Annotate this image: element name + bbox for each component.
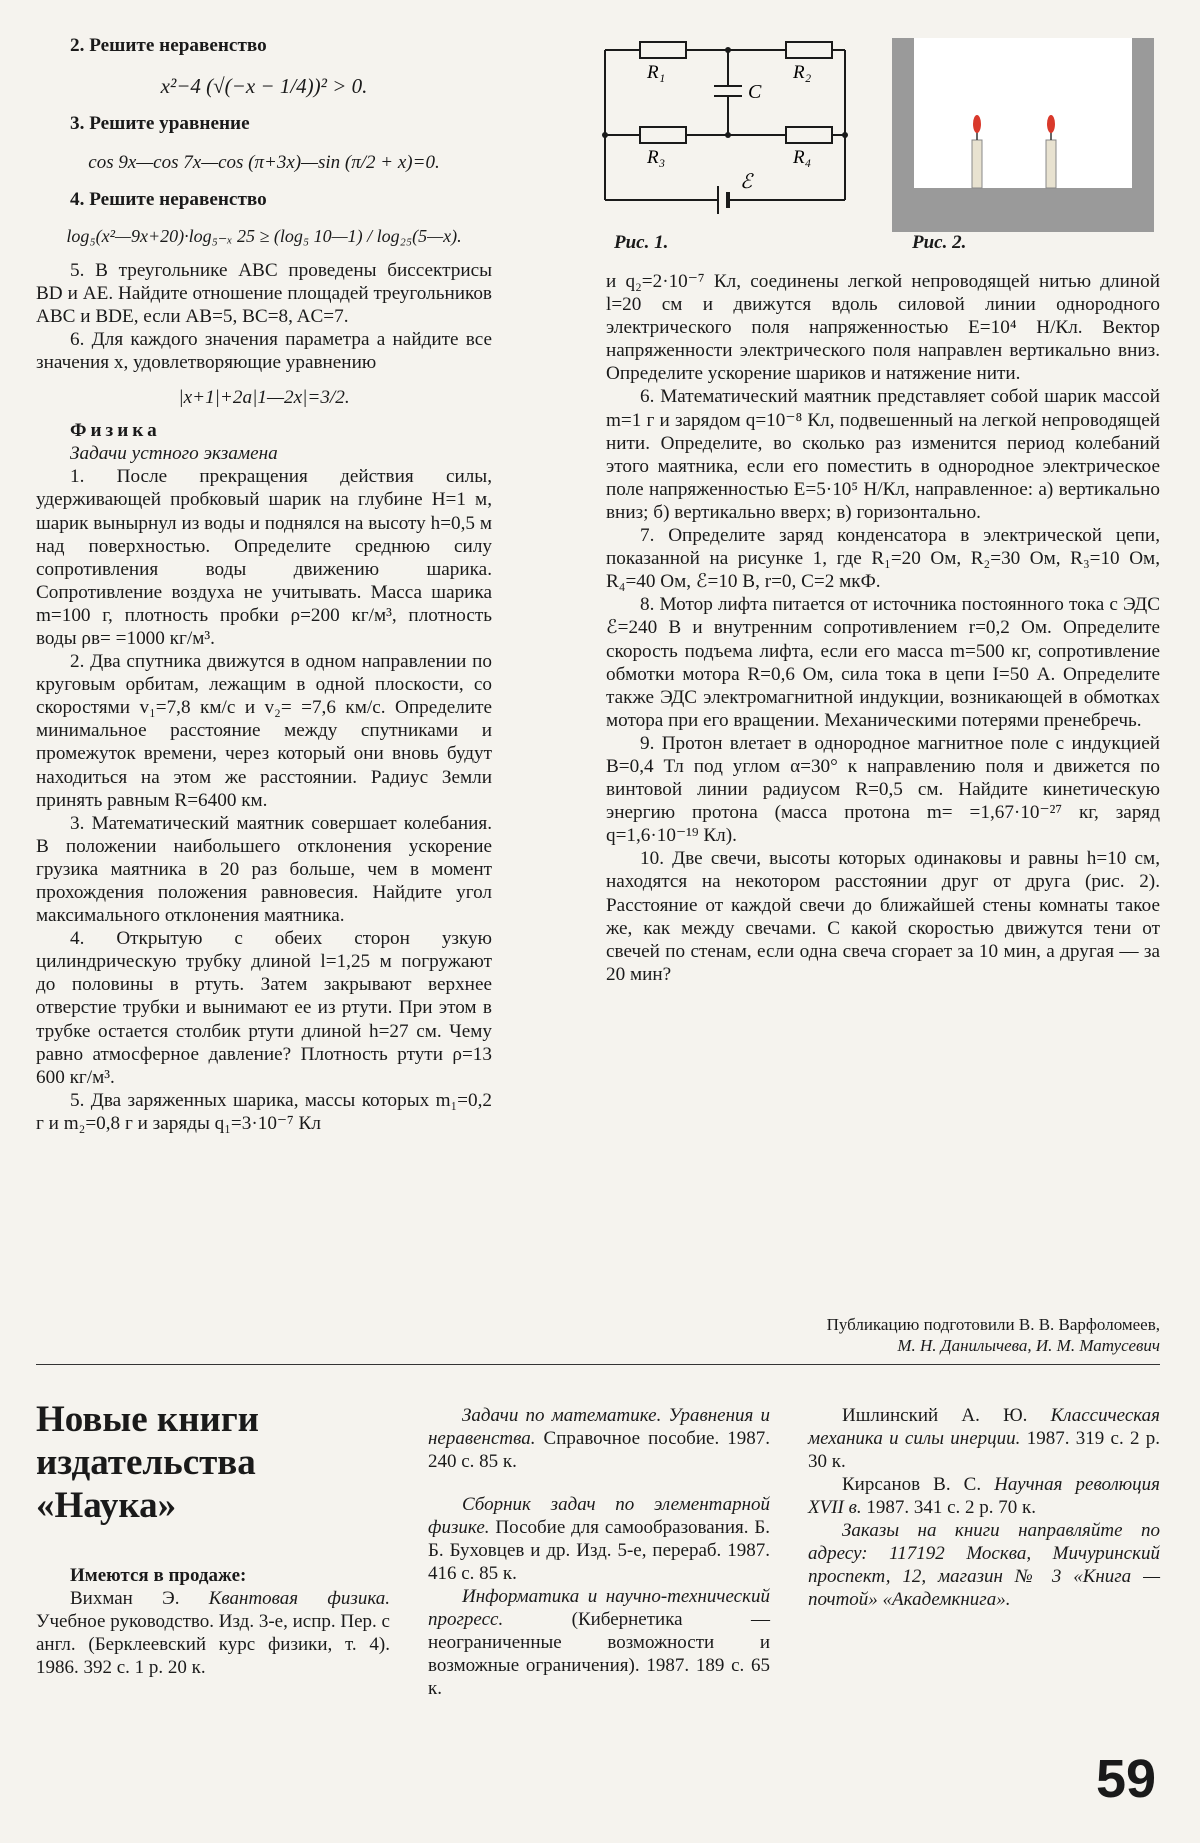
page-number: 59 <box>1096 1749 1157 1809</box>
physics-problem-1: 1. После прекращения действия силы, удерживающей пробковый шарик на глубине H=1 м, шарик вынырнул из воды и поднялся на высоту h=0,5 м над поверхностью. Определите среднюю силу сопротивления воды движению шарика. Сопротивление воздуха не учитывать. Масса шарика m=100 г, плотность пробки ρ=200 кг/м³, плотность воды ρв= =1000 кг/м³. <box>36 466 492 649</box>
books-title <box>36 1398 396 1527</box>
flame-left <box>973 115 981 133</box>
book-vikhman-author: Вихман Э. <box>70 1588 180 1609</box>
left-column <box>36 34 492 1135</box>
section-divider <box>36 1364 1160 1365</box>
book-ishlinsky <box>808 1404 1160 1473</box>
books-column-3 <box>808 1404 1160 1611</box>
label-r1: R₁ <box>647 62 666 83</box>
physics-subheading: Задачи устного экзамена <box>70 443 278 465</box>
physics-problem-2: 2. Два спутника движутся в одном направлении по круговым орбитам, лежащим в одной плоскости, со скоростями v₁=7,8 км/с и v₂= =7,6 км/с. Определите минимальное расстояние между спутниками и промежуток времени, через который они вновь будут находиться на этом же расстоянии. Радиус Земли принять равным R=6400 км. <box>36 651 492 811</box>
math-problem-6-formula: |x+1|+2a|1—2x|=3/2. <box>178 387 350 409</box>
label-c: C <box>748 81 762 103</box>
book-kirsanov-author: Кирсанов В. С. <box>842 1474 982 1495</box>
math-problem-3-formula: cos 9x—cos 7x—cos (π+3x)—sin (π/2 + x)=0. <box>88 152 440 174</box>
book-kirsanov-title: Научная революция XVII в. <box>808 1474 1160 1518</box>
math-problem-4-title: 4. Решите неравенство <box>70 189 267 211</box>
math-problem-6: 6. Для каждого значения параметра a найдите все значения x, удовлетворяющие уравнению <box>36 328 492 373</box>
book-vikhman-details: Учебное руководство. Изд. 3-е, испр. Пер. с англ. (Берклеевский курс физики, т. 4). 1986. 392 с. 1 р. 20 к. <box>36 1611 390 1678</box>
physics-problem-6: 6. Математический маятник представляет собой шарик массой m=1 г и зарядом q=10⁻⁸ Кл, подвешенный на легкой непроводящей нити. Определите, во сколько раз изменится период колебаний этого маятника, если его поместить в однородное электрическое поле напряженностью E=5·10⁵ Н/Кл, направленное: а) вертикально вниз; б) вертикально вверх; в) горизонтально. <box>606 386 1160 523</box>
fig2-caption: Рис. 2. <box>912 232 967 253</box>
credit-line-1: Публикацию подготовили В. В. Варфоломеев, <box>826 1315 1160 1334</box>
orders-address: Заказы на книги направляйте по адресу: 117192 Москва, Мичуринский проспект, 12, магазин № 3 «Книга — почтой» «Академкнига». <box>808 1520 1160 1610</box>
label-r3: R₃ <box>647 147 666 168</box>
book-ishlinsky-author: Ишлинский А. Ю. <box>842 1405 1028 1426</box>
book-sbornik-details: Пособие для самообразования. Б. Б. Буховцев и др. Изд. 5-е, перераб. 1987. 416 с. 85 к. <box>428 1517 771 1584</box>
flame-right <box>1047 115 1055 133</box>
book-informatika-details: (Кибернетика — неограниченные возможности и возможные ограничения). 1987. 189 с. 65 к. <box>428 1609 770 1699</box>
book-kirsanov-details: 1987. 341 с. 2 р. 70 к. <box>866 1497 1037 1518</box>
credit-line-2: М. Н. Данилычева, И. М. Матусевич <box>897 1336 1160 1355</box>
books-column-2 <box>428 1404 770 1700</box>
math-problem-2-formula: x²−4 (√(−x − 1/4))² > 0. <box>160 74 368 99</box>
book-informatika <box>428 1585 770 1700</box>
label-r2: R₂ <box>793 62 812 83</box>
resistor-r4 <box>786 127 832 143</box>
physics-heading: Физика <box>70 420 161 442</box>
math-problem-5: 5. В треугольнике ABC проведены биссектрисы BD и AE. Найдите отношение площадей треугольников ABC и BDE, если AB=5, BC=8, AC=7. <box>36 259 492 327</box>
book-vikhman <box>36 1587 390 1679</box>
label-emf: ℰ <box>740 171 753 193</box>
math-problem-3-title: 3. Решите уравнение <box>70 113 250 135</box>
room-interior <box>914 38 1132 188</box>
right-column <box>606 270 1160 986</box>
physics-problem-5-start: 5. Два заряженных шарика, массы которых m₁=0,2 г и m₂=0,8 г и заряды q₁=3·10⁻⁷ Кл <box>36 1089 492 1134</box>
books-column-1 <box>36 1564 390 1679</box>
physics-problem-4: 4. Открытую с обеих сторон узкую цилиндрическую трубку длиной l=1,25 м погружают до половины в ртуть. Затем закрывают верхнее отверстие трубки и вынимают ее из ртути. При этом в трубке остается столбик ртути длиной h=27 см. Чему равно атмосферное давление? Плотность ртути ρ=13 600 кг/м³. <box>36 928 492 1088</box>
book-sbornik <box>428 1493 770 1585</box>
book-informatika-title: Информатика и научно-технический прогресс. <box>428 1586 770 1630</box>
resistor-r2 <box>786 42 832 58</box>
math-problem-4-formula: log₅(x²—9x+20)·log₅₋ₓ 25 ≥ (log₅ 10—1) / log₂₅(5—x). <box>66 226 462 247</box>
books-available-label: Имеются в продаже: <box>70 1565 247 1586</box>
book-zadachi-details: Справочное пособие. 1987. 240 с. 85 к. <box>428 1428 770 1472</box>
physics-problem-3: 3. Математический маятник совершает колебания. В положении наибольшего отклонения ускорение грузика маятника в 20 раз больше, чем в момент прохождения положения равновесия. Найдите угол максимального отклонения маятника. <box>36 812 492 927</box>
book-zadachi-title: Задачи по математике. Уравнения и неравенства. <box>428 1405 770 1449</box>
books-title-line-1: Новые книги <box>36 1399 259 1440</box>
resistor-r3 <box>640 127 686 143</box>
book-sbornik-title: Сборник задач по элементарной физике. <box>428 1494 770 1538</box>
circuit-figure <box>600 30 870 220</box>
physics-problem-5-end: и q₂=2·10⁻⁷ Кл, соединены легкой непроводящей нитью длиной l=20 см и движутся вдоль силовой линии однородного электрического поля напряженностью E=10⁴ Н/Кл. Вектор напряженности электрического поля направлен вертикально вниз. Определите ускорение шариков и натяжение нити. <box>606 271 1160 385</box>
physics-problem-10: 10. Две свечи, высоты которых одинаковы и равны h=10 см, находятся на некотором расстоянии друг от друга (рис. 2). Расстояние от каждой свечи до ближайшей стены комнаты такое же, как между свечами. С какой скоростью движутся тени от свечей по стенам, если одна свеча сгорает за 10 мин, а другая — за 20 мин? <box>606 848 1160 985</box>
books-title-line-2: издательства <box>36 1442 256 1483</box>
physics-problem-8: 8. Мотор лифта питается от источника постоянного тока с ЭДС ℰ=240 В и внутренним сопротивлением r=0,2 Ом. Определите скорость подъема лифта, если его масса m=500 кг, сопротивление обмотки мотора R=0,6 Ом, сила тока в цепи I=50 А. Определите также ЭДС электромагнитной индукции, возникающей в обмотках мотора при его вращении. Механическими потерями пренебречь. <box>606 594 1160 731</box>
math-problem-2-title: 2. Решите неравенство <box>70 35 267 56</box>
candle-left <box>972 140 982 188</box>
book-vikhman-title: Квантовая физика. <box>208 1588 390 1609</box>
physics-problem-7: 7. Определите заряд конденсатора в электрической цепи, показанной на рисунке 1, где R₁=20 Ом, R₂=30 Ом, R₃=10 Ом, R₄=40 Ом, ℰ=10 В, r=0, C=2 мкФ. <box>606 525 1160 593</box>
candles-figure <box>892 38 1154 232</box>
candle-right <box>1046 140 1056 188</box>
book-zadachi <box>428 1404 770 1473</box>
books-title-line-3: «Наука» <box>36 1485 177 1526</box>
fig1-caption: Рис. 1. <box>614 232 669 253</box>
book-ishlinsky-details: 1987. 319 с. 2 р. 30 к. <box>808 1428 1161 1472</box>
label-r4: R₄ <box>793 147 812 168</box>
physics-problem-9: 9. Протон влетает в однородное магнитное поле с индукцией B=0,4 Тл под углом α=30° к направлению поля и движется по винтовой линии радиусом R=0,5 см. Найдите кинетическую энергию протона (масса протона m= =1,67·10⁻²⁷ кг, заряд q=1,6·10⁻¹⁹ Кл). <box>606 732 1160 847</box>
publication-credit <box>606 1314 1160 1356</box>
resistor-r1 <box>640 42 686 58</box>
book-ishlinsky-title: Классическая механика и силы инерции. <box>808 1405 1161 1449</box>
book-kirsanov <box>808 1473 1160 1519</box>
